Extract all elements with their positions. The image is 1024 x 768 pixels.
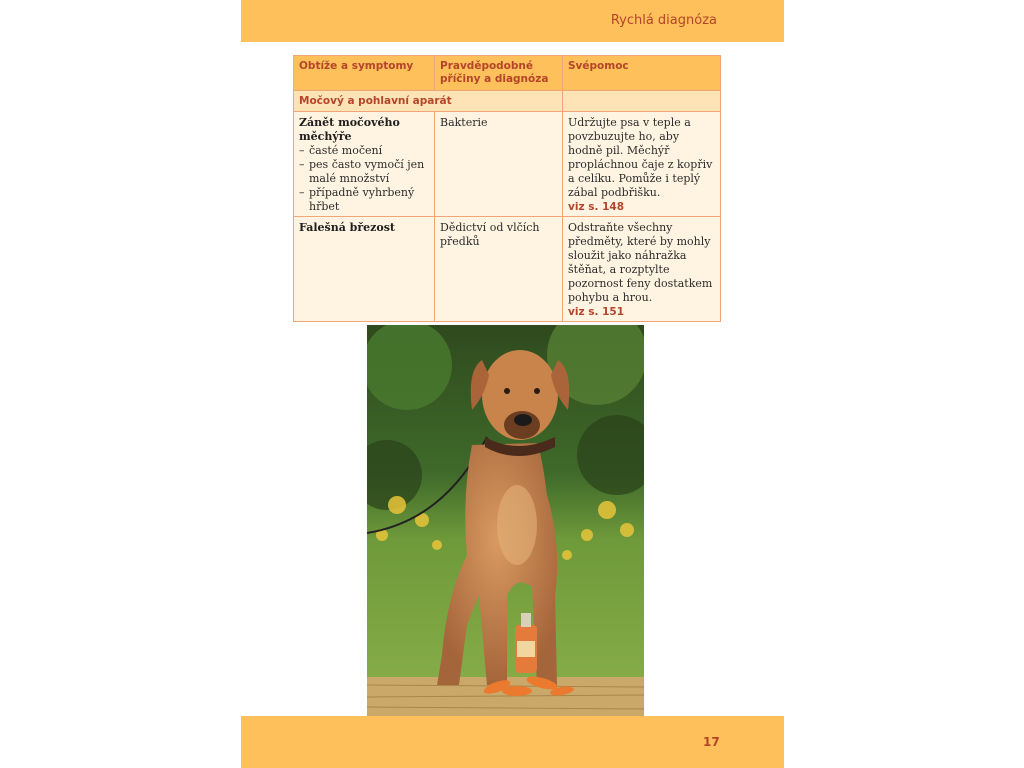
table-section-row [294, 91, 721, 112]
table-header-row [294, 56, 721, 91]
column-header-causes: Pravděpodobné příčiny a diagnóza [435, 56, 563, 91]
cause-cell: Bakterie [435, 112, 563, 217]
condition-title: Zánět močového měchýře [299, 116, 400, 143]
self-help-cell [563, 217, 721, 322]
diagnosis-table [293, 55, 721, 322]
condition-title: Falešná březost [299, 221, 396, 234]
section-empty-cell [563, 91, 721, 112]
section-label: Močový a pohlavní aparát [294, 91, 563, 112]
symptom-item: – případně vyhrbený hřbet [299, 186, 429, 214]
self-help-text: Udržujte psa v teple a povzbuzujte ho, aby hodně pil. Měchýř propláchnou čaje z kopřiv a celíku. Pomůže i teplý zábal podbřišku. [568, 116, 713, 199]
table-row [294, 217, 721, 322]
dog-photo [367, 325, 644, 716]
column-header-self-help: Svépomoc [563, 56, 721, 91]
symptoms-cell [294, 112, 435, 217]
page-reference: viz s. 148 [568, 201, 625, 213]
self-help-text: Odstraňte všechny předměty, které by mohly sloužit jako náhražka štěňat, a rozptylte pozornost feny dostatkem pohybu a hrou. [568, 221, 713, 304]
footer-band [241, 716, 784, 768]
book-page [241, 0, 784, 768]
header-title: Rychlá diagnóza [610, 13, 717, 28]
self-help-cell [563, 112, 721, 217]
dog-illustration [367, 325, 644, 716]
page-reference: viz s. 151 [568, 306, 625, 318]
symptom-item: – časté močení [299, 144, 429, 158]
cause-cell: Dědictví od vlčích předků [435, 217, 563, 322]
header-band [241, 0, 784, 42]
symptom-list [299, 144, 429, 214]
symptoms-cell [294, 217, 435, 322]
table-row [294, 112, 721, 217]
column-header-symptoms: Obtíže a symptomy [294, 56, 435, 91]
page-number: 17 [703, 735, 720, 749]
symptom-item: – pes často vymočí jen malé množství [299, 158, 429, 186]
